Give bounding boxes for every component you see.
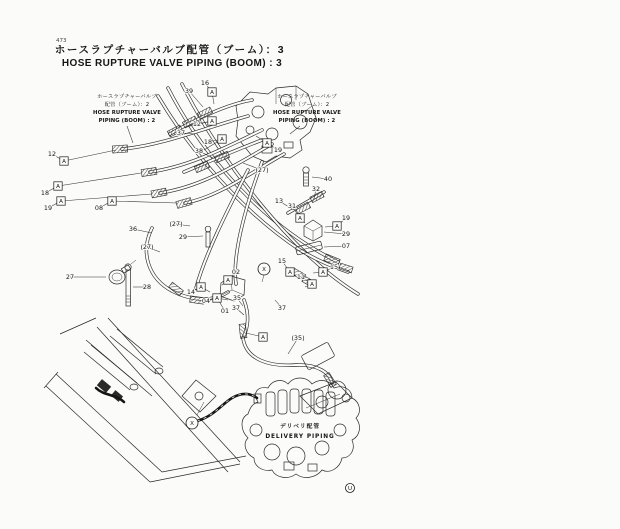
ref-left-line2: 配管（ブーム）：2 [104,102,150,108]
part-number-callout: 18 [203,138,213,147]
boom-structure [44,318,246,482]
page-number: 473 [56,38,67,44]
ref-left-line4: PIPING (BOOM) : 2 [98,118,156,124]
part-number-callout: 15 [277,257,287,266]
part-number-callout: 37 [231,304,241,313]
zone-letter: A [265,141,269,147]
page-title-en: HOSE RUPTURE VALVE PIPING (BOOM) : 3 [61,58,283,69]
part-number-callout: 28 [142,283,152,292]
part-number-callout: 38 [194,147,204,156]
ref-right-line3: HOSE RUPTURE VALVE [273,110,341,116]
part-number-callout: (35) [291,334,305,343]
part-number-callout: 04 [201,297,211,306]
ref-right-line1: ホースラプチャーバルブ [277,94,337,100]
part-number-callout: 07 [341,242,351,251]
ref-right-line2: 配管（ブーム）：2 [284,102,330,108]
part-number-callout: 27 [65,273,75,282]
ref-left-line3: HOSE RUPTURE VALVE [93,110,161,116]
part-number-callout: 11 [296,273,306,282]
part-number-callout: 12 [47,150,57,159]
part-number-callout: 32 [311,185,321,194]
zone-letter: A [110,199,114,205]
zone-letter: A [298,216,302,222]
footer-mark-letter: U [347,485,353,492]
zone-letter: A [62,159,66,165]
part-number-callout: 02 [231,268,241,277]
bolt-29 [205,226,211,247]
delivery-valve-block [242,378,359,477]
ref-left-line1: ホースラプチャーバルブ [97,94,157,100]
part-number-callout: 35 [232,294,242,303]
connector-letter: X [190,421,194,428]
part-number-callout: 19 [341,214,351,223]
part-number-callout: 40 [323,175,333,184]
zone-letter: A [215,296,219,302]
part-number-callout: (27) [255,166,269,175]
part-number-callout: 39 [184,87,194,96]
part-number-callout: 15 [329,263,339,272]
part-number-callout: 16 [200,79,210,88]
hose-group [122,84,358,383]
part-number-callout: 36 [128,225,138,234]
part-number-callout: 14 [186,288,196,297]
clamp-27 [109,260,136,284]
bolt-28 [125,264,131,306]
part-number-callout: 13 [274,197,284,206]
zone-letter: A [321,270,325,276]
ref-right-line4: PIPING (BOOM) : 2 [278,118,336,124]
zone-letter: A [261,335,265,341]
zone-letter: A [199,285,203,291]
part-number-callout: 37 [176,129,186,138]
zone-letter: A [220,137,224,143]
part-number-callout: 19 [273,146,283,155]
part-number-callout: (27) [140,243,154,252]
callout-layer [41,79,355,492]
part-number-callout: 18 [40,189,50,198]
part-number-callout: 29 [341,230,351,239]
zone-letter: A [335,224,339,230]
ref-label-right [273,93,341,134]
delivery-label-ja: デリベリ配管 [279,424,321,430]
zone-letter: A [59,199,63,205]
part-number-callout: 08 [94,204,104,213]
block-29 [304,220,322,241]
zone-letter: A [310,282,314,288]
part-number-callout: 29 [178,233,188,242]
connector-letter: X [262,267,266,274]
part-number-callout: 37 [277,304,287,313]
zone-letter: A [210,90,214,96]
ref-label-left [93,93,161,143]
zone-letter: A [210,119,214,125]
zone-letter: A [226,278,230,284]
part-number-callout: 31 [287,202,297,211]
part-number-callout: 19 [43,204,53,213]
bolt-40 [303,167,309,186]
part-number-callout: 01 [220,307,230,316]
part-number-callout: 12 [192,120,202,129]
page-title-ja: ホースラプチャーバルブ配管（ブーム）：3 [54,44,286,56]
part-number-callout: (27) [169,220,183,229]
zone-letter: A [56,184,60,190]
zone-letter: A [288,270,292,276]
delivery-label-en: DELIVERY PIPING [265,434,335,440]
